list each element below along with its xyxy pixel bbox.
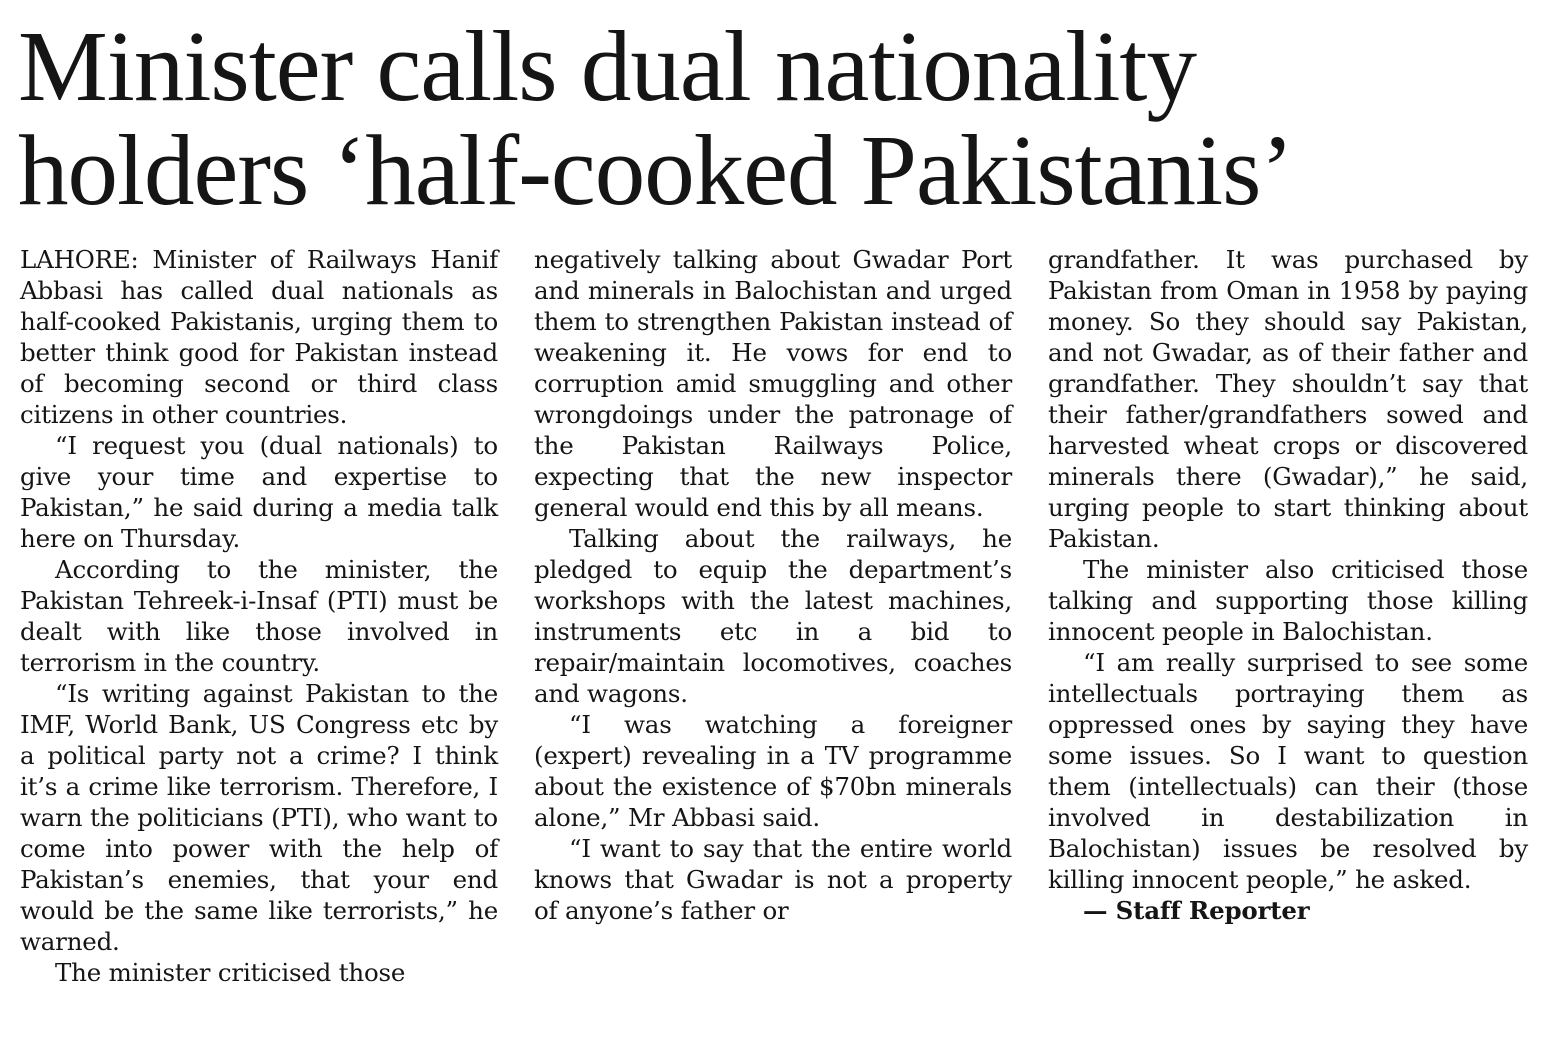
paragraph: Talking about the railways, he pledged to equip the department’s workshops with the latest machines, instruments etc in a bid to repair/maintain locomotives, coaches and wagons.	[534, 524, 1012, 708]
paragraph: “I request you (dual nationals) to give your time and expertise to Pakistan,” he said during a media talk here on Thursday.	[20, 431, 498, 553]
article-column-3	[1048, 244, 1528, 926]
paragraph: The minister also criticised those talking and supporting those killing innocent people in Balochistan.	[1048, 555, 1528, 646]
paragraph: “I want to say that the entire world knows that Gwadar is not a property of anyone’s father or	[534, 834, 1012, 925]
paragraph: “I was watching a foreigner (expert) revealing in a TV programme about the existence of $70bn minerals alone,” Mr Abbasi said.	[534, 710, 1012, 832]
headline	[18, 10, 1538, 226]
paragraph: According to the minister, the Pakistan Tehreek-i-Insaf (PTI) must be dealt with like those involved in terrorism in the country.	[20, 555, 498, 677]
headline-line-1: Minister calls dual nationality	[18, 10, 1196, 122]
paragraph-continued: negatively talking about Gwadar Port and minerals in Balochistan and urged them to strengthen Pakistan instead of weakening it. He vows for end to corruption amid smuggling and other wrongdoings under the patronage of the Pakistan Railways Police, expecting that the new inspector general would end this by all means.	[534, 245, 1012, 522]
paragraph-continued: grandfather. It was purchased by Pakistan from Oman in 1958 by paying money. So they should say Pakistan, and not Gwadar, as of their father and grandfather. They shouldn’t say that their father/grandfathers sowed and harvested wheat crops or discovered minerals there (Gwadar),” he said, urging people to start thinking about Pakistan.	[1048, 245, 1528, 553]
paragraph-lead: LAHORE: Minister of Railways Hanif Abbasi has called dual nationals as half-cooked Pakistanis, urging them to better think good for Pakistan instead of becoming second or third class citizens in other countries.	[20, 245, 498, 429]
paragraph: The minister criticised those	[55, 958, 406, 987]
byline: — Staff Reporter	[1083, 896, 1310, 925]
paragraph: “Is writing against Pakistan to the IMF, World Bank, US Congress etc by a political party not a crime? I think it’s a crime like terrorism. Therefore, I warn the politicians (PTI), who want to come into power with the help of Pakistan’s enemies, that your end would be the same like terrorists,” he warned.	[20, 679, 498, 956]
headline-line-2: holders ‘half-cooked Pakistanis’	[18, 114, 1294, 226]
paragraph: “I am really surprised to see some intellectuals portraying them as oppressed ones by saying they have some issues. So I want to question them (intellectuals) can their (those involved in destabilization in Balochistan) issues be resolved by killing innocent people,” he asked.	[1048, 648, 1528, 894]
article-column-2	[534, 244, 1012, 926]
article-column-1	[20, 244, 498, 988]
